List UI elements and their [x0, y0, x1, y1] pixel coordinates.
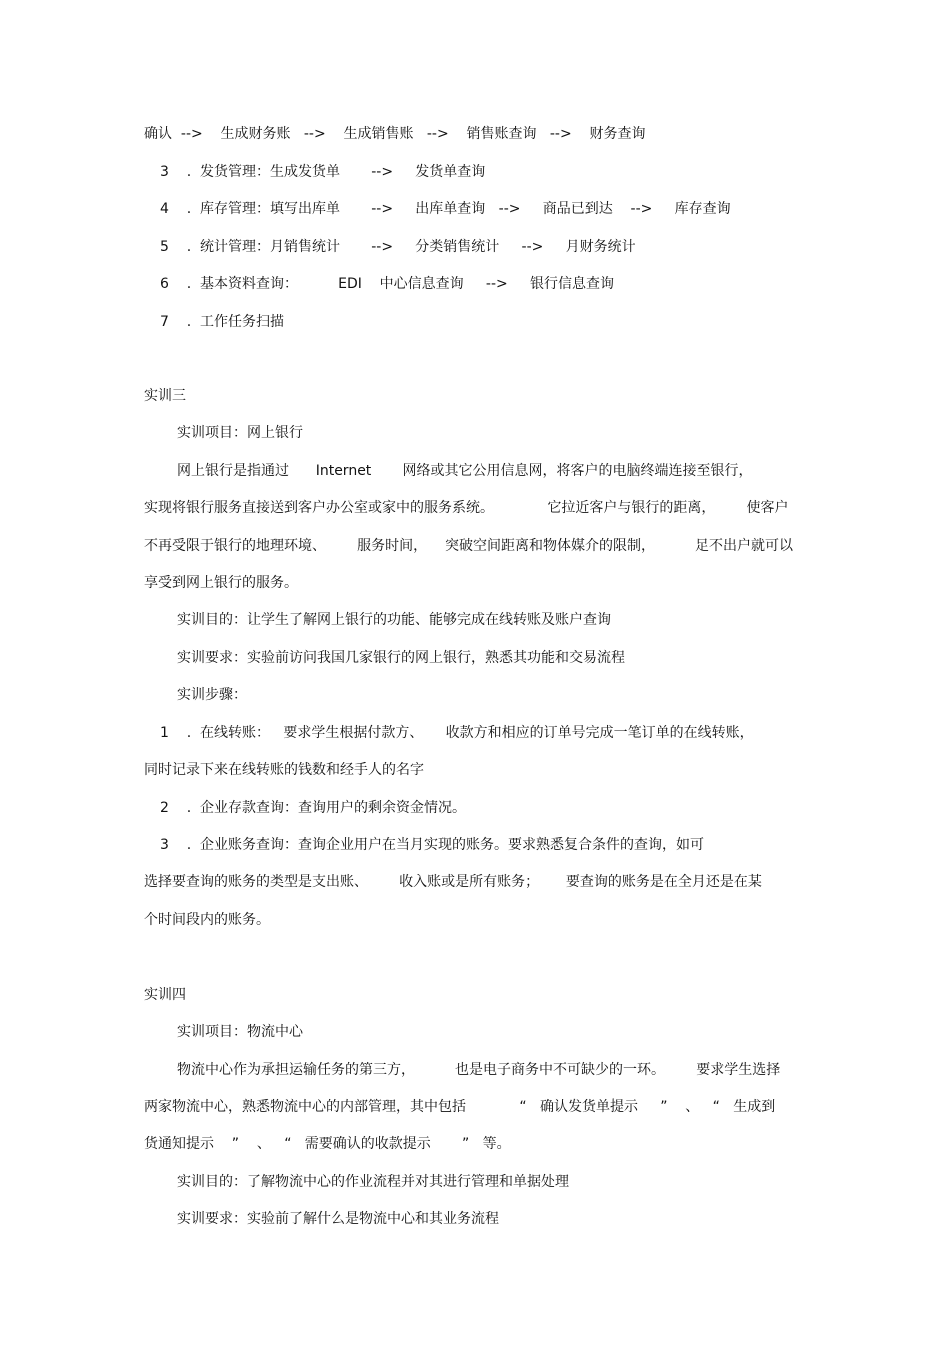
flow-line-confirm: 确认 --> 生成财务账 --> 生成销售账 --> 销售账查询 --> 财务查询 — [144, 126, 646, 142]
training-3-purpose: 实训目的：让学生了解网上银行的功能、能够完成在线转账及账户查询 — [177, 612, 611, 628]
training-4-requirement: 实训要求：实验前了解什么是物流中心和其业务流程 — [177, 1211, 499, 1227]
section-heading-training-4: 实训四 — [144, 987, 186, 1003]
training-4-paragraph-line-1: 物流中心作为承担运输任务的第三方， 也是电子商务中不可缺少的一环。 要求学生选择 — [177, 1062, 781, 1078]
list-item-task-scan: 7 . 工作任务扫描 — [160, 314, 285, 330]
step-online-transfer-cont: 同时记录下来在线转账的钱数和经手人的名字 — [144, 762, 424, 778]
training-3-paragraph-line-2: 实现将银行服务直接送到客户办公室或家中的服务系统。 它拉近客户与银行的距离， 使客户 — [144, 500, 789, 516]
training-3-requirement: 实训要求：实验前访问我国几家银行的网上银行，熟悉其功能和交易流程 — [177, 650, 625, 666]
step-online-transfer: 1 . 在线转账： 要求学生根据付款方、 收款方和相应的订单号完成一笔订单的在线转账， — [160, 725, 754, 741]
step-account-query: 3 . 企业账务查询：查询企业用户在当月实现的账务。要求熟悉复合条件的查询，如可 — [160, 837, 705, 853]
training-3-project: 实训项目：网上银行 — [177, 425, 303, 441]
step-deposit-query: 2 . 企业存款查询：查询用户的剩余资金情况。 — [160, 800, 467, 816]
training-3-steps-label: 实训步骤： — [177, 687, 247, 703]
training-4-project: 实训项目：物流中心 — [177, 1024, 303, 1040]
list-item-basic-info: 6 . 基本资料查询： EDI 中心信息查询 --> 银行信息查询 — [160, 276, 615, 292]
step-account-query-cont-1: 选择要查询的账务的类型是支出账、 收入账或是所有账务； 要查询的账务是在全月还是在某 — [144, 874, 762, 890]
training-4-paragraph-line-3: 货通知提示 ” 、 “ 需要确认的收款提示 ” 等。 — [144, 1136, 511, 1152]
list-item-inventory: 4 . 库存管理：填写出库单 --> 出库单查询 --> 商品已到达 --> 库存查询 — [160, 201, 731, 217]
training-4-paragraph-line-2: 两家物流中心，熟悉物流中心的内部管理，其中包括 “ 确认发货单提示 ” 、 “ 生成到 — [144, 1099, 776, 1115]
step-account-query-cont-2: 个时间段内的账务。 — [144, 912, 270, 928]
training-3-paragraph-line-3: 不再受限于银行的地理环境、 服务时间， 突破空间距离和物体媒介的限制， 足不出户就可以 — [144, 538, 794, 554]
training-3-paragraph-line-1: 网上银行是指通过 Internet 网络或其它公用信息网，将客户的电脑终端连接至银行， — [177, 463, 753, 479]
list-item-statistics: 5 . 统计管理：月销售统计 --> 分类销售统计 --> 月财务统计 — [160, 239, 636, 255]
section-heading-training-3: 实训三 — [144, 388, 186, 404]
training-3-paragraph-line-4: 享受到网上银行的服务。 — [144, 575, 298, 591]
list-item-shipping: 3 . 发货管理：生成发货单 --> 发货单查询 — [160, 164, 486, 180]
training-4-purpose: 实训目的：了解物流中心的作业流程并对其进行管理和单据处理 — [177, 1174, 569, 1190]
